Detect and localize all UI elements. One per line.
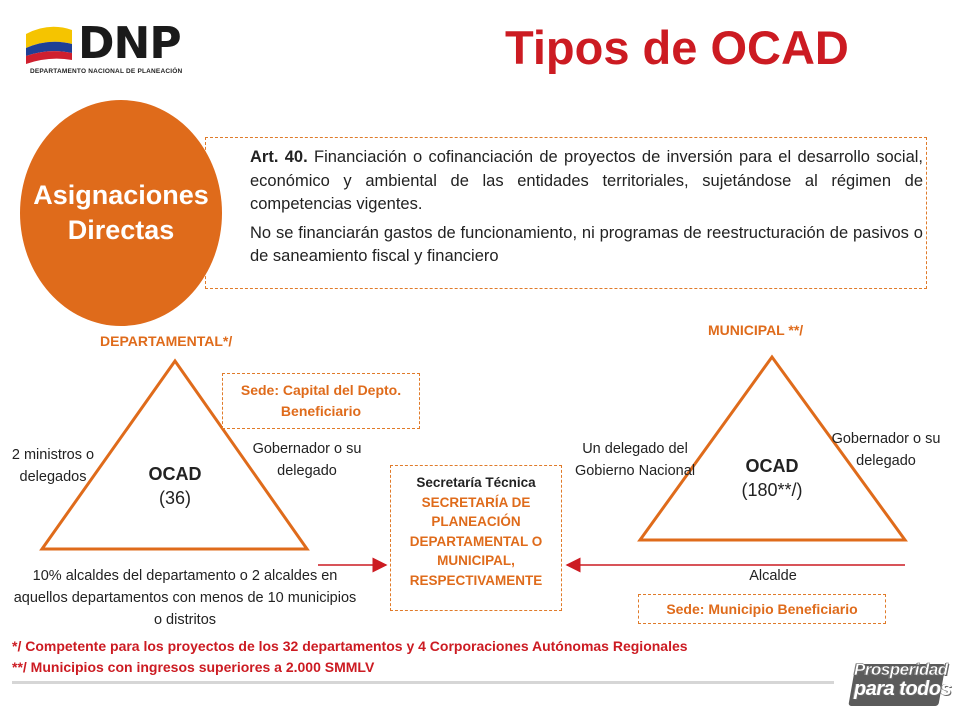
departamental-sede: Sede: Capital del Depto. Beneficiario xyxy=(222,373,420,429)
municipal-left-member: Un delegado del Gobierno Nacional xyxy=(574,441,696,479)
article-body: Financiación o cofinanciación de proyectos de inversión para el desarrollo social, económico y ambiental de las entidades territoriales, sujetándose al régimen de competencias vigentes. xyxy=(250,148,924,213)
logo-subtitle: DEPARTAMENTO NACIONAL DE PLANEACIÓN xyxy=(30,68,183,75)
circle-line2: Directas xyxy=(67,215,175,245)
footer-divider xyxy=(12,681,834,684)
municipal-heading: MUNICIPAL **/ xyxy=(708,322,804,338)
secretaria-title: Secretaría Técnica xyxy=(416,475,536,490)
municipal-ocad xyxy=(722,454,822,502)
municipal-sede: Sede: Municipio Beneficiario xyxy=(638,594,886,624)
prosperidad-line1: Prosperidad xyxy=(854,660,948,679)
departamental-right-member: Gobernador o su delegado xyxy=(252,441,362,479)
circle-line1: Asignaciones xyxy=(33,180,209,210)
departamental-left-member: 2 ministros o delegados xyxy=(11,447,95,485)
departamental-heading: DEPARTAMENTAL*/ xyxy=(100,333,233,349)
article-number: Art. 40. xyxy=(250,148,308,166)
logo-wordmark: DNP xyxy=(78,18,181,69)
departamental-ocad xyxy=(125,462,225,510)
municipal-bottom-member: Alcalde xyxy=(749,568,797,584)
article-body-2: No se financiarán gastos de funcionamiento, ni programas de reestructuración de pasivos o de saneamiento fiscal y financiero xyxy=(250,223,923,265)
municipal-ocad-count: (180**/) xyxy=(741,480,803,500)
footnote-2: **/ Municipios con ingresos superiores a 2.000 SMMLV xyxy=(12,659,375,675)
departamental-bottom-member: 10% alcaldes del departamento o 2 alcaldes en aquellos departamentos con menos de 10 municipios o distritos xyxy=(13,568,357,628)
prosperidad-logo xyxy=(846,658,952,706)
secretaria-body: SECRETARÍA DE PLANEACIÓN DEPARTAMENTAL O MUNICIPAL xyxy=(409,494,543,568)
secretaria-body-suffix: , RESPECTIVAMENTE xyxy=(409,553,543,588)
footnotes xyxy=(12,636,688,678)
departamental-ocad-label: OCAD xyxy=(148,464,202,484)
municipal-ocad-label: OCAD xyxy=(745,456,799,476)
page-title: Tipos de OCAD xyxy=(505,21,849,74)
departamental-ocad-count: (36) xyxy=(158,488,191,508)
footnote-1: */ Competente para los proyectos de los 32 departamentos y 4 Corporaciones Autónomas Regionales xyxy=(12,638,688,654)
municipal-right-member: Gobernador o su delegado xyxy=(831,431,941,469)
secretaria-tecnica-box xyxy=(390,465,562,611)
prosperidad-line2: para todos xyxy=(854,678,952,700)
